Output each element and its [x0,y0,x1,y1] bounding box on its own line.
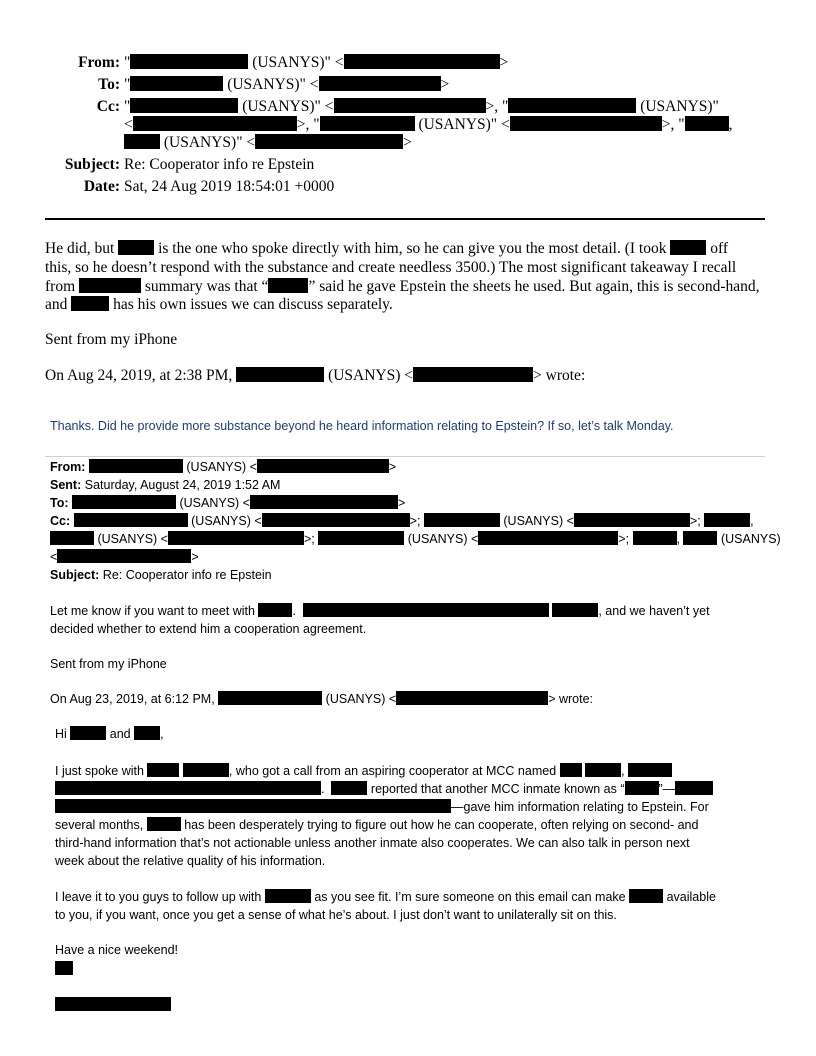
redaction [55,799,451,813]
redaction [508,98,636,113]
redaction [236,367,324,382]
outer-to-label: To: [98,76,120,93]
redaction [319,76,441,91]
forwarded-subject: Re: Cooperator info re Epstein [102,568,272,582]
redaction [625,781,659,795]
redaction [268,278,308,293]
redaction [134,726,160,740]
redaction [218,691,322,705]
redaction [574,513,690,527]
outer-cc-label: Cc: [96,98,120,115]
redaction [683,531,717,545]
redaction [334,98,486,113]
redaction [704,513,750,527]
quoted-thanks: Thanks. Did he provide more substance beyond he heard information relating to Epstein? If so, let’s talk Monday. [50,419,674,433]
outer-from-label: From: [78,54,120,71]
redaction [89,459,183,473]
redaction [50,531,94,545]
outer-subject: Re: Cooperator info re Epstein [124,156,315,173]
redaction [79,278,141,293]
redaction [72,495,176,509]
redaction [168,531,304,545]
redaction [183,763,229,777]
redaction [629,889,663,903]
quote-divider [45,456,765,457]
redaction [71,296,109,311]
outer-date-label: Date: [83,178,120,195]
redaction [628,763,672,777]
redaction [147,763,179,777]
redaction [255,134,403,149]
redaction [265,889,311,903]
header-divider [45,218,765,220]
signature-redaction [55,961,73,975]
redaction [147,817,181,831]
redaction [130,98,238,113]
redaction [396,691,548,705]
redaction [320,116,415,131]
outer-subject-label: Subject: [64,156,120,173]
sent-from-iphone-2: Sent from my iPhone [50,657,167,671]
redaction [552,603,598,617]
redaction [633,531,677,545]
redaction [318,531,404,545]
redaction [124,134,160,149]
redaction [133,116,297,131]
redaction [675,781,713,795]
sent-from-iphone: Sent from my iPhone [45,331,178,348]
redaction [413,367,533,382]
signature-block-redaction [55,997,171,1011]
redaction [70,726,106,740]
redaction [560,763,582,777]
redaction [258,603,292,617]
redaction [250,495,398,509]
redaction [510,116,662,131]
redaction [685,116,729,131]
redaction [118,240,154,255]
redaction [670,240,706,255]
weekend-line: Have a nice weekend! [55,943,178,957]
redaction [344,54,500,69]
redaction [424,513,500,527]
redaction [478,531,618,545]
redaction [331,781,367,795]
redaction [585,763,621,777]
redaction [57,549,191,563]
redaction [74,513,188,527]
outer-cc-row-3: (USANYS)" < > [124,134,412,152]
redaction [55,781,321,795]
redaction [130,54,248,69]
redaction [262,513,410,527]
outer-cc-row-2: < >, " (USANYS)" < >, " , [124,116,733,133]
wrote-line: On Aug 24, 2019, at 2:38 PM, (USANYS) < > wrote: [45,367,586,384]
redaction [303,603,549,617]
redaction [257,459,389,473]
outer-date: Sat, 24 Aug 2019 18:54:01 +0000 [124,178,335,195]
redaction [130,76,223,91]
